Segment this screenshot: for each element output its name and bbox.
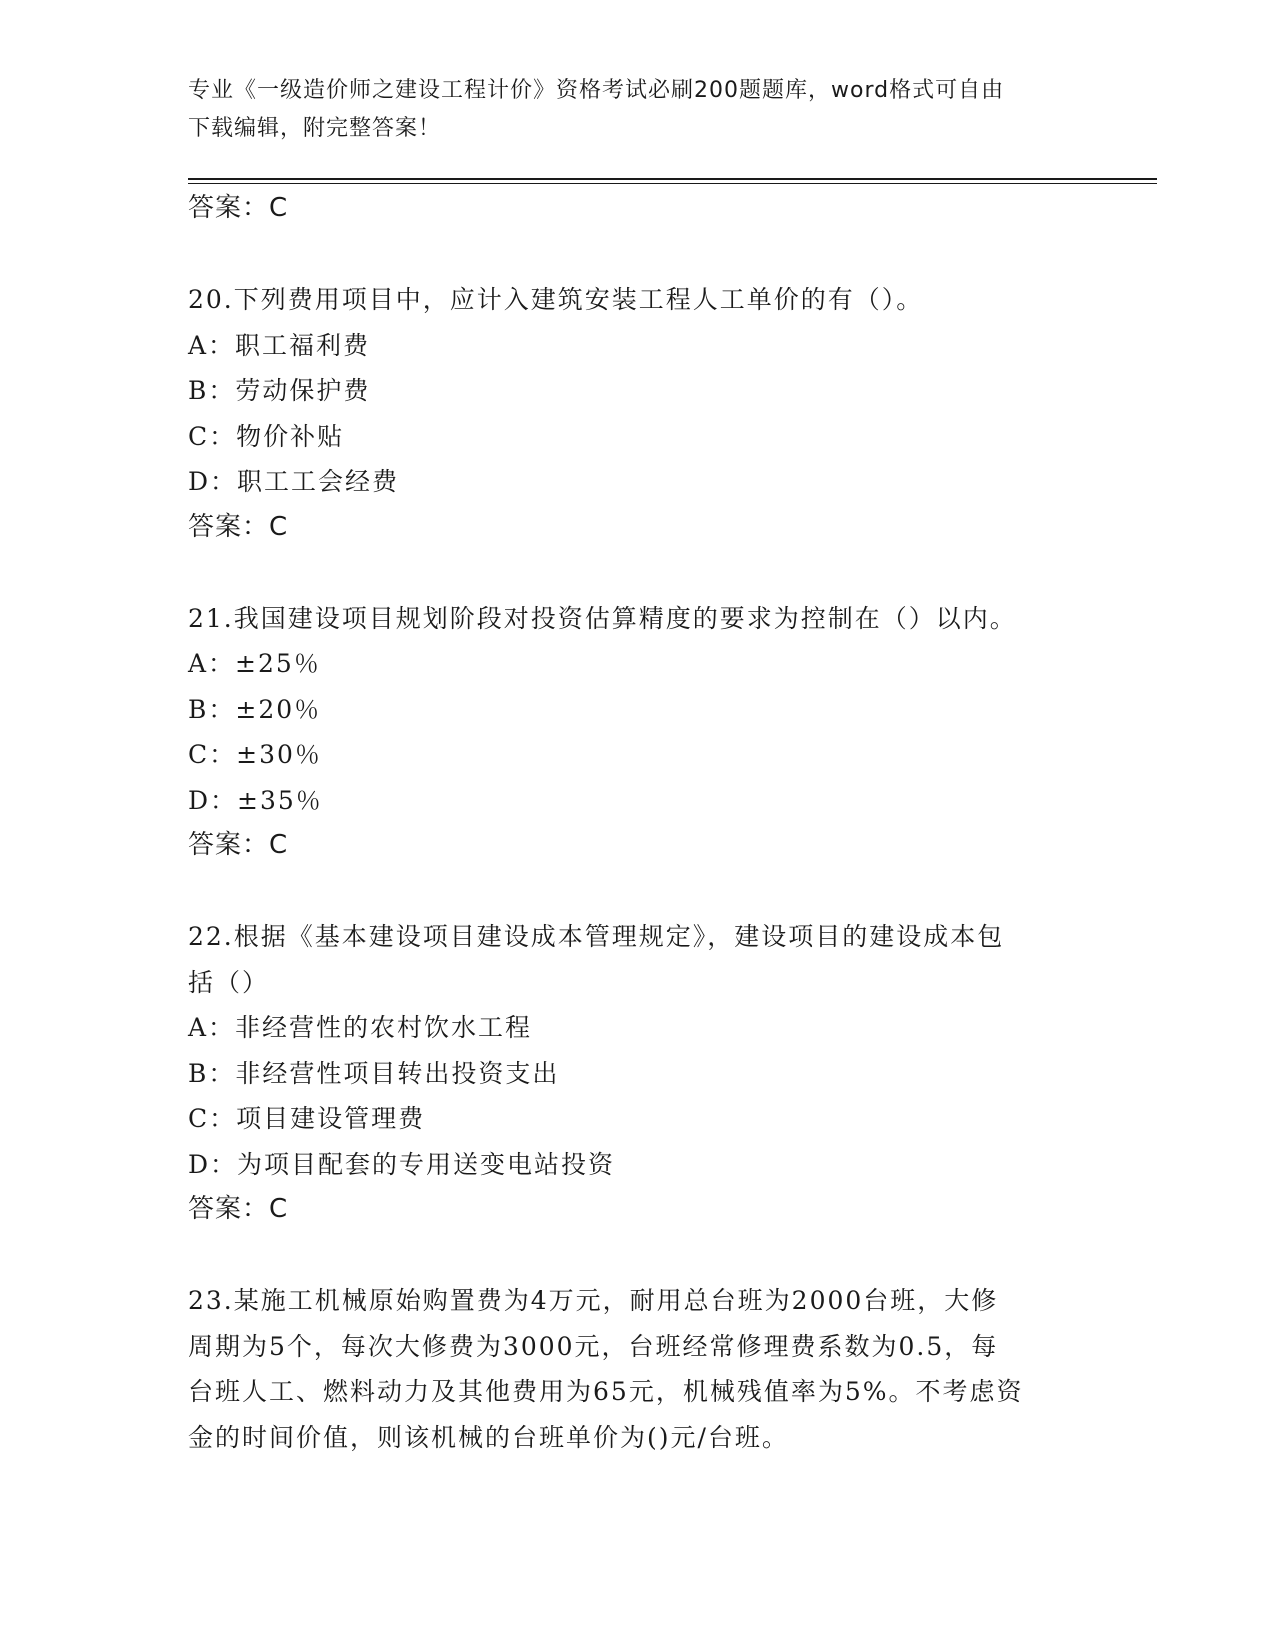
header-rule-thin — [188, 183, 1157, 184]
option-b: B：劳动保护费 — [188, 376, 371, 405]
question-stem-line-3: 台班人工、燃料动力及其他费用为65元，机械残值率为5%。不考虑资 — [188, 1377, 1024, 1406]
spacer — [188, 550, 1088, 596]
option-d: D：为项目配套的专用送变电站投资 — [188, 1149, 616, 1179]
option-b: B：±20％ — [188, 694, 322, 724]
question-stem: 20.下列费用项目中，应计入建筑安装工程人工单价的有（）。 — [188, 285, 924, 314]
option-c: C：物价补贴 — [188, 421, 345, 451]
page-header — [188, 72, 1088, 148]
question-stem-line-1: 22.根据《基本建设项目建设成本管理规定》，建设项目的建设成本包 — [188, 922, 1005, 951]
option-a: A：职工福利费 — [188, 330, 371, 360]
question-stem-line-4: 金的时间价值，则该机械的台班单价为()元/台班。 — [188, 1422, 789, 1452]
spacer — [188, 1233, 1088, 1279]
option-c: C：项目建设管理费 — [188, 1104, 426, 1133]
option-b: B：非经营性项目转出投资支出 — [188, 1058, 560, 1088]
answer-line: 答案：C — [188, 1194, 289, 1224]
answer-line: 答案：C — [188, 193, 289, 223]
option-a: A：非经营性的农村饮水工程 — [188, 1013, 533, 1042]
question-stem-line-2: 括（） — [188, 967, 270, 997]
question-block — [188, 1278, 1088, 1460]
option-d: D：±35％ — [188, 785, 323, 815]
spacer — [188, 869, 1088, 915]
question-block — [188, 277, 1088, 550]
header-line-1: 专业《一级造价师之建设工程计价》资格考试必刷200题题库，word格式可自由 — [188, 78, 1005, 103]
answer-line: 答案：C — [188, 830, 289, 860]
header-rule-thick — [188, 178, 1157, 180]
option-c: C：±30％ — [188, 740, 322, 769]
question-content — [188, 186, 1088, 1460]
option-a: A：±25％ — [188, 649, 321, 678]
option-d: D：职工工会经费 — [188, 467, 400, 496]
question-stem-line-1: 23.某施工机械原始购置费为4万元，耐用总台班为2000台班，大修 — [188, 1286, 999, 1315]
question-block — [188, 596, 1088, 869]
question-stem: 21.我国建设项目规划阶段对投资估算精度的要求为控制在（）以内。 — [188, 603, 1017, 633]
question-block — [188, 914, 1088, 1233]
header-line-2: 下载编辑，附完整答案！ — [188, 116, 442, 141]
spacer — [188, 232, 1088, 278]
question-stem-line-2: 周期为5个，每次大修费为3000元，台班经常修理费系数为0.5，每 — [188, 1331, 999, 1361]
answer-line: 答案：C — [188, 511, 289, 542]
